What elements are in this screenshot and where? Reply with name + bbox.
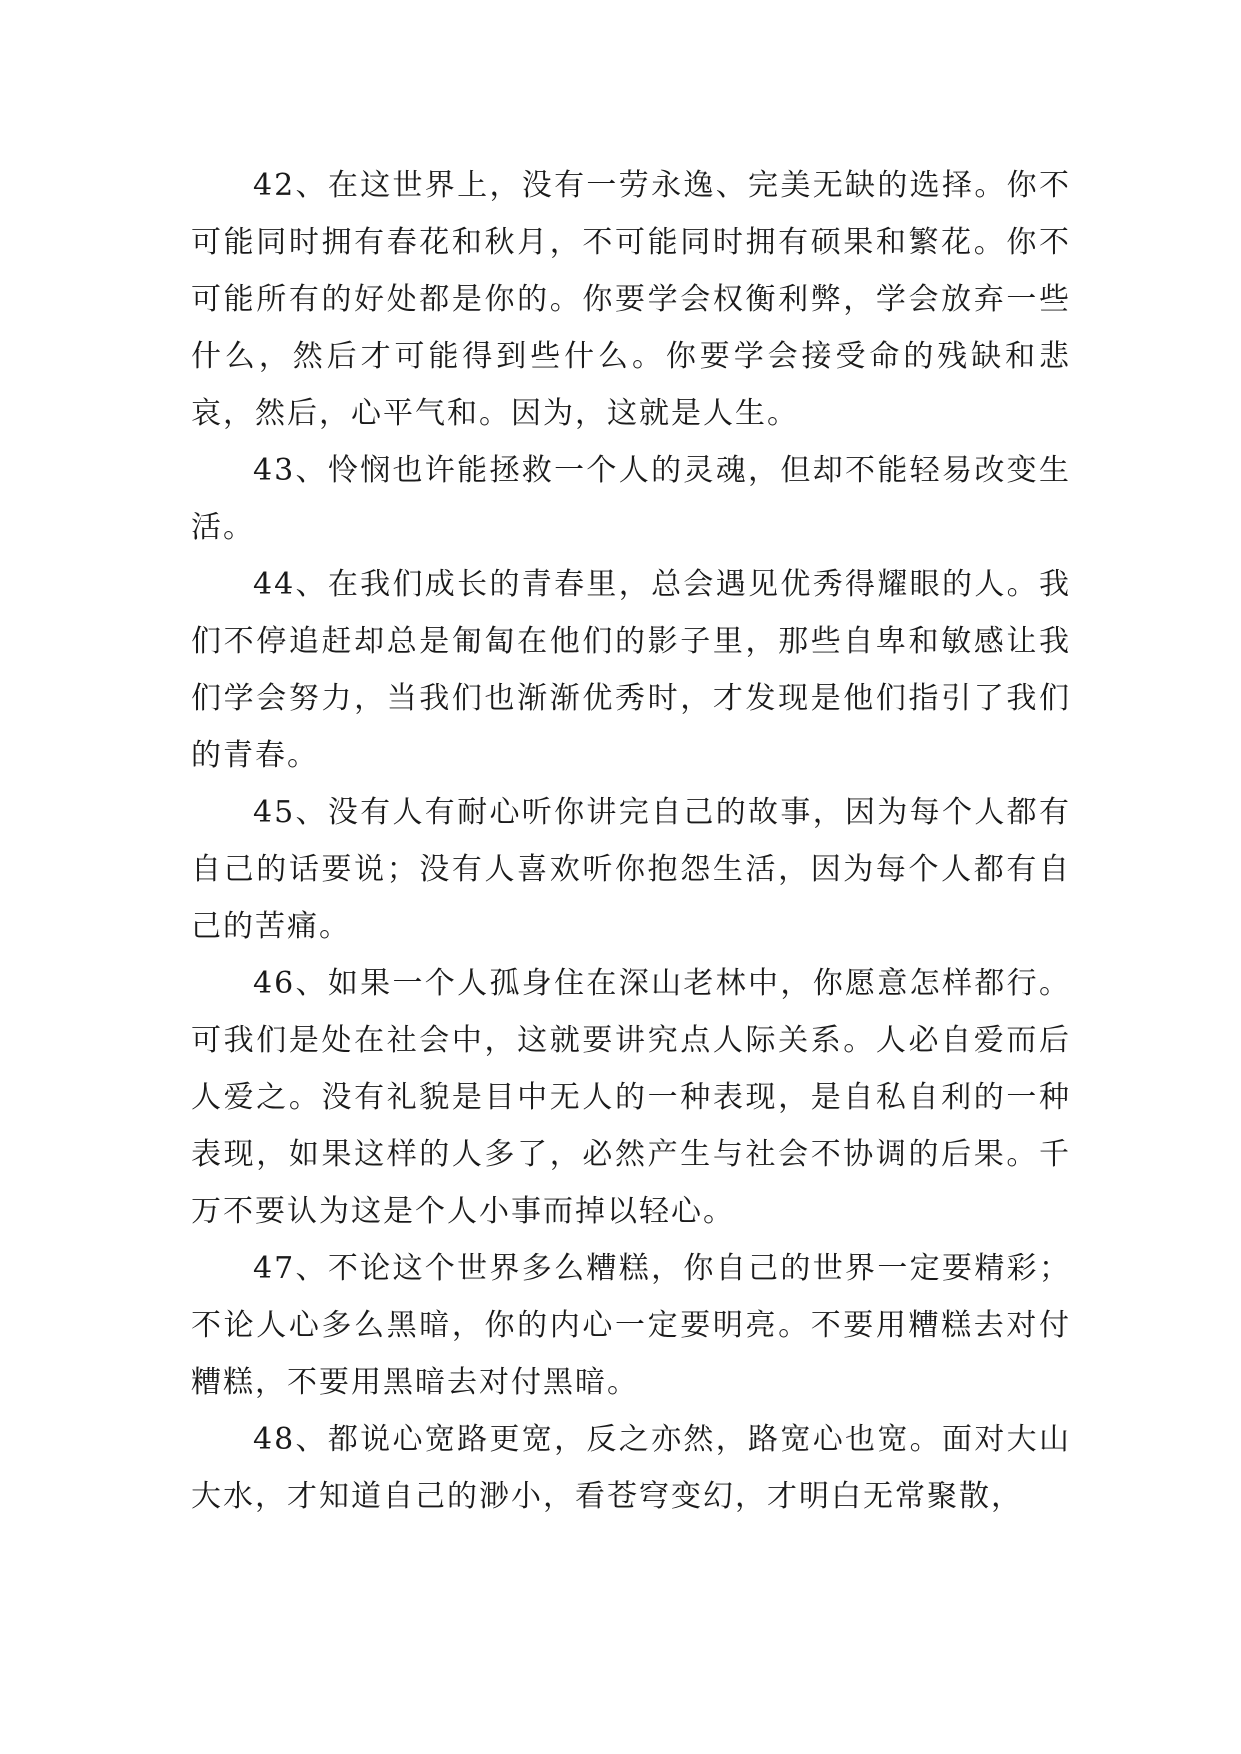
paragraph-44: 44、在我们成长的青春里，总会遇见优秀得耀眼的人。我们不停追赶却总是匍匐在他们的影子里，那些自卑和敏感让我们学会努力，当我们也渐渐优秀时，才发现是他们指引了我们的青春。 (191, 567, 1071, 773)
document-body (191, 157, 1071, 1525)
paragraph-47: 47、不论这个世界多么糟糕，你自己的世界一定要精彩；不论人心多么黑暗，你的内心一定要明亮。不要用糟糕去对付糟糕，不要用黑暗去对付黑暗。 (191, 1251, 1071, 1400)
paragraph-46: 46、如果一个人孤身住在深山老林中，你愿意怎样都行。可我们是处在社会中，这就要讲究点人际关系。人必自爱而后人爱之。没有礼貌是目中无人的一种表现，是自私自利的一种表现，如果这样的人多了，必然产生与社会不协调的后果。千万不要认为这是个人小事而掉以轻心。 (191, 966, 1071, 1229)
paragraph-48: 48、都说心宽路更宽，反之亦然，路宽心也宽。面对大山大水，才知道自己的渺小，看苍穹变幻，才明白无常聚散， (191, 1422, 1071, 1514)
paragraph-43: 43、怜悯也许能拯救一个人的灵魂，但却不能轻易改变生活。 (191, 453, 1071, 545)
paragraph-45: 45、没有人有耐心听你讲完自己的故事，因为每个人都有自己的话要说；没有人喜欢听你抱怨生活，因为每个人都有自己的苦痛。 (191, 795, 1071, 944)
paragraph-42: 42、在这世界上，没有一劳永逸、完美无缺的选择。你不可能同时拥有春花和秋月，不可能同时拥有硕果和繁花。你不可能所有的好处都是你的。你要学会权衡利弊，学会放弃一些什么，然后才可能得到些什么。你要学会接受命的残缺和悲哀，然后，心平气和。因为，这就是人生。 (191, 168, 1071, 431)
